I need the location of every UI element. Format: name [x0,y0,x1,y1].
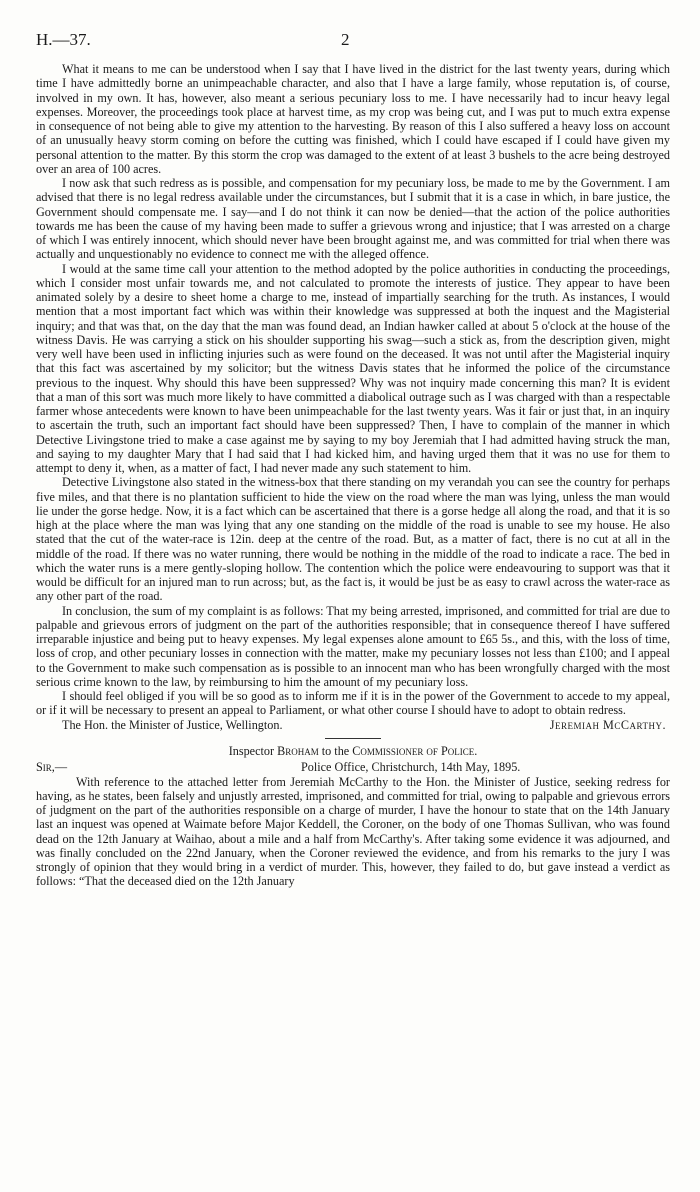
letter-addressee: The Hon. the Minister of Justice, Wellington. [62,717,283,732]
letter-paragraph: Detective Livingstone also stated in the witness-box that there standing on my verandah you can see the country for perhaps five miles, and that there is no plantation sufficient to hide the view on the road where the man was lying, unless the man would lie under the gorse hedge. Now, it is a fact which can be ascertained that there is a gorse hedge all along the road, and that it is so high at the place where the man was lying that any one standing on the middle of the road is unable to see my house. He also stated that the cut of the water-race is 12in. deep at the centre of the road. But, as a matter of fact, there is no cut at all in the middle of the road. If there was no water running, there would be nothing in the middle of the road to indicate a race. The bed in which the water runs is a mere gently-sloping hollow. The contention which the police were endeavouring to support was that it would be difficult for an injured man to run across; but, as the fact is, it would be just be as easy to crawl across the water-race as any other part of the road. [36,475,670,604]
salutation-line [36,759,670,775]
place-date: Police Office, Christchurch, 14th May, 1895. [301,759,521,774]
salutation: Sir,— [36,759,68,774]
letter-paragraph: In conclusion, the sum of my complaint is as follows: That my being arrested, imprisoned, and committed for trial are due to palpable and grievous errors of judgment on the part of the authorities responsible; that in consequence thereof I have suffered irreparable injustice and being put to heavy expenses. My legal expenses alone amount to £65 5s., and this, with the loss of time, loss of crop, and other pecuniary losses in connection with the matter, make my pecuniary losses not less than £100; and I appeal to the Government to make such compensation as is possible to an innocent man who has been wrongfully charged with the most serious crime known to the law, by reimbursing to him the amount of my pecuniary loss. [36,603,670,689]
report-paragraph: With reference to the attached letter from Jeremiah McCarthy to the Hon. the Minister of Justice, seeking redress for having, as he states, been falsely and unjustly arrested, imprisoned, and committed for trial, owing to palpable and grievous errors of judgment on the part of the authorities responsible on a charge of murder, I have the honour to state that on the 14th January last an inquest was opened at Waimate before Major Keddell, the Coroner, on the body of one Thomas Sullivan, who was found dead on the 12th January at Waihao, about a mile and a half from McCarthy's. After taking some evidence it was adjourned, and was finally concluded on the 22nd January, when the Coroner reviewed the evidence, and from his remarks to the jury I was strongly of opinion that they would bring in a verdict of murder. This, however, they failed to do, but gave instead a verdict as follows: “That the deceased died on the 12th January [36,774,670,889]
page-number: 2 [341,30,350,49]
letter-paragraph: I should feel obliged if you will be so good as to inform me if it is in the power of the Government to accede to my appeal, or if it will be necessary to present an appeal to Parliament, or what other course I should have to adopt to obtain redress. [36,689,670,718]
letter-paragraph: I now ask that such redress as is possible, and compensation for my pecuniary loss, be made to me by the Government. I am advised that there is no legal redress available under the circumstances, but I submit that it is a case in which, in bare justice, the Government should compensate me. I say—and I do not think it can now be denied—that the action of the police authorities towards me has been the cause of my having been made to suffer a grievous wrong and injustice; that I was arrested on a charge of which I was entirely innocent, which should never have been brought against me, and was committed for trial when there was actually and unquestionably no evidence to connect me with the alleged offence. [36,176,670,262]
report-body [36,775,670,889]
report-title [36,743,670,759]
page-header [36,30,670,56]
letter-signature: Jeremiah McCarthy. [549,717,666,732]
page-reference: H.—37. [36,30,91,49]
letter-signature-line [36,718,670,733]
report-author: Broham [277,743,319,758]
section-divider [325,738,381,739]
letter-paragraph: I would at the same time call your attention to the method adopted by the police authorities in conducting the proceedings, which I consider most unfair towards me, and not calculated to promote the interests of justice. They appear to have been animated solely by a desire to sheet home a charge to me, instead of impartially searching for the truth. As instances, I would mention that a most important fact which was within their knowledge was suppressed at both the inquest and the Magisterial inquiry; and that was that, on the day that the man was found dead, an Indian hawker called at about 5 o'clock at the house of the witness Davis. He was carrying a stick on his shoulder supporting his swag—such a stick as, from the description given, might very well have been used in inflicting injuries such as were found on the deceased. It was not until after the Magisterial inquiry that this fact was ascertained by my solicitor; but the witness Davis states that he informed the police of the circumstance previous to the inquest. Why should this have been suppressed? Why was not inquiry made concerning this man? It is evident that a man of this sort was much more likely to have committed a diabolical outrage such as I was charged with than a respectable farmer whose antecedents were known to have been unimpeachable for the last twenty years. Was it fair or just that, in an inquiry to ascertain the truth, such an important fact should have been suppressed? Then, I have to complain of the manner in which Detective Livingstone tried to make a case against me by saying to my boy Jeremiah that I had admitted having struck the man, and saying to my daughter Mary that I had said that I had kicked him, and having urged them that it was no use for them to attempt to deny it, when, as a matter of fact, I had never made any such statement to him. [36,261,670,475]
report-recipient: Commissioner of Police. [352,743,478,758]
title-prefix: Inspector [228,743,275,758]
letter-body [36,62,670,718]
title-middle: to the [321,743,350,758]
letter-paragraph: What it means to me can be understood when I say that I have lived in the district for the last twenty years, during which time I have admittedly borne an unimpeachable character, and also that I have a large family, whose reputation is, of course, involved in my own. It has, however, also meant a serious pecuniary loss to me. I have necessarily had to incur heavy legal expenses. Moreover, the proceedings took place at harvest time, as my crop was being cut, and I was put to much extra expense in consequence of not being able to give my attention to the harvesting. By reason of this I also suffered a heavy loss on account of an unusually heavy storm coming on before the cutting was finished, which I could have escaped if I could have given my personal attention to the matter. By this storm the crop was damaged to the extent of at least 3 bushels to the acre being destroyed over an area of 100 acres. [36,62,670,176]
